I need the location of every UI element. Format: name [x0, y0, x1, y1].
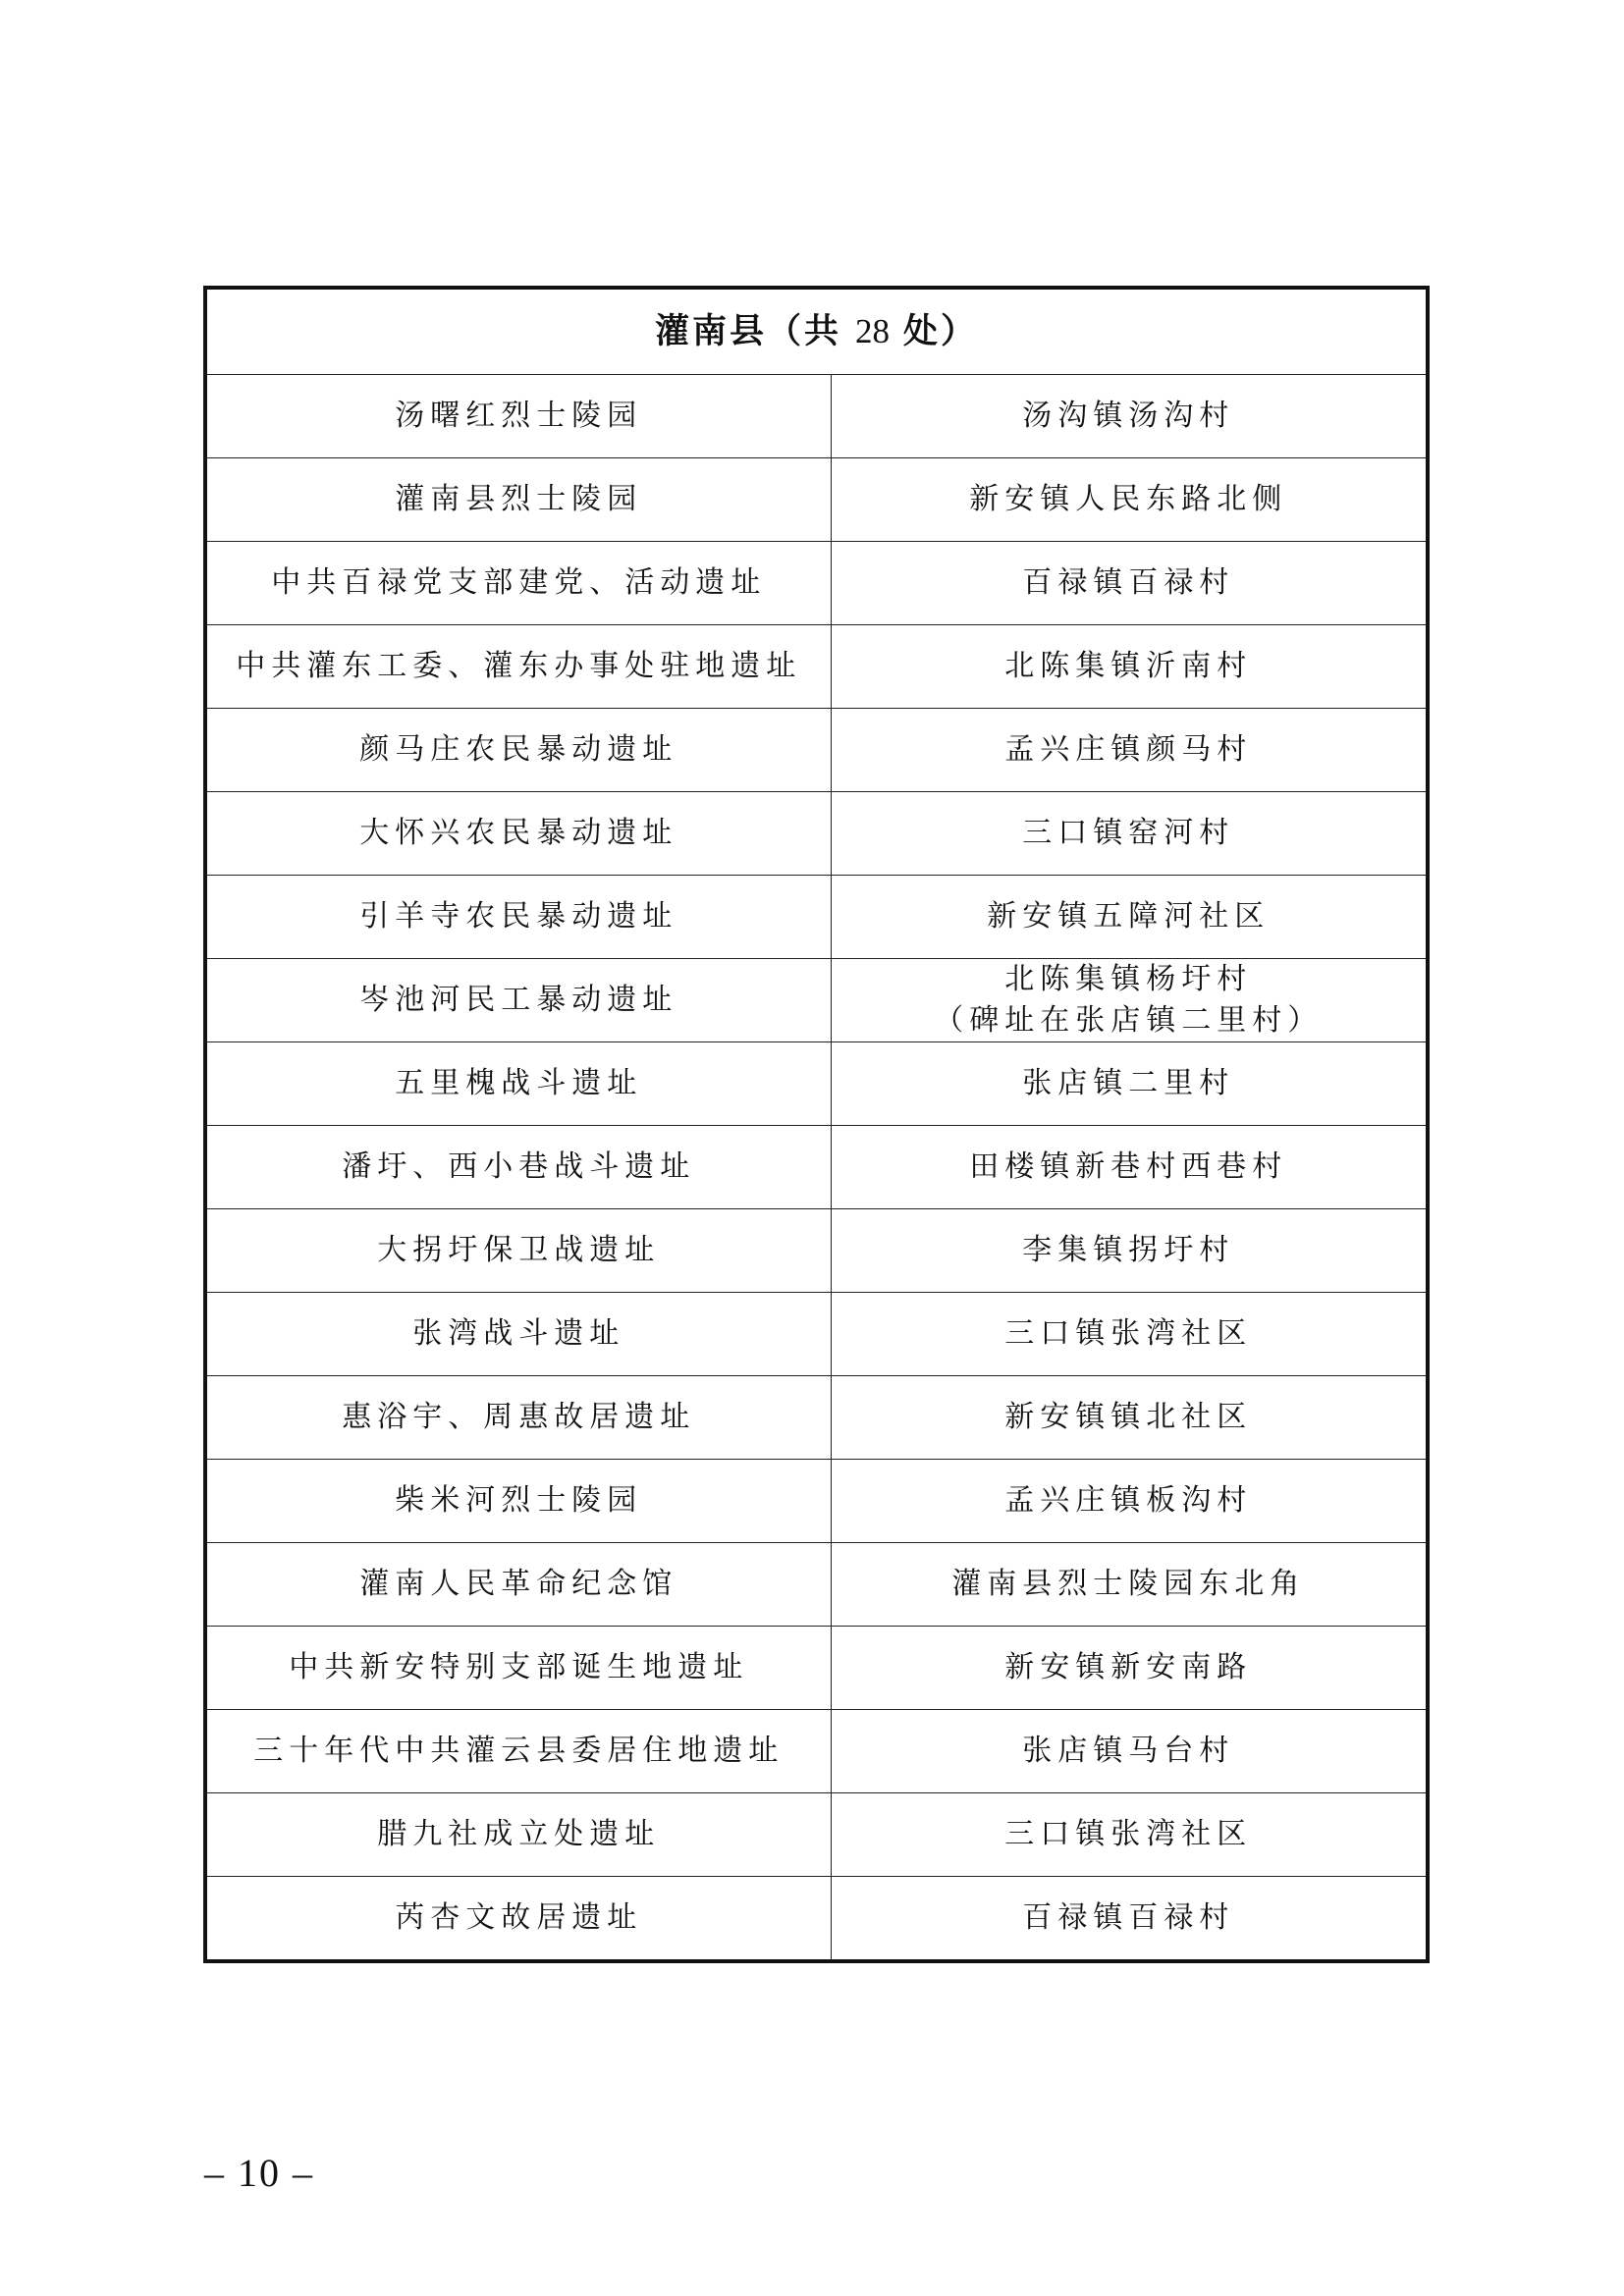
- site-location-line: 张店镇二里村: [1022, 1066, 1235, 1100]
- site-location-line: 新安镇新安南路: [1004, 1650, 1253, 1684]
- site-location-cell: [831, 1627, 1428, 1710]
- site-location-cell: [831, 1877, 1428, 1962]
- site-name-cell: 引羊寺农民暴动遗址: [205, 876, 831, 959]
- site-location-cell: [831, 625, 1428, 709]
- table-row: [205, 1293, 1428, 1376]
- site-location-line: 三口镇窑河村: [1022, 816, 1235, 850]
- table-row: [205, 1710, 1428, 1793]
- site-name-cell: 芮杏文故居遗址: [205, 1877, 831, 1962]
- table-row: [205, 1627, 1428, 1710]
- table-title-prefix: 灌南县（共: [654, 312, 841, 351]
- site-name-cell: 大拐圩保卫战遗址: [205, 1209, 831, 1293]
- site-location-line: 百禄镇百禄村: [1022, 565, 1235, 600]
- site-name-cell: 中共新安特别支部诞生地遗址: [205, 1627, 831, 1710]
- site-location-line: 张店镇马台村: [1022, 1734, 1235, 1768]
- site-location-cell: [831, 1209, 1428, 1293]
- table-row: [205, 1042, 1428, 1126]
- site-name-cell: 大怀兴农民暴动遗址: [205, 792, 831, 876]
- site-location-cell: [831, 542, 1428, 625]
- site-location-cell: [831, 1710, 1428, 1793]
- table-row: [205, 1793, 1428, 1877]
- table-title: [205, 288, 1428, 375]
- site-name-cell: 腊九社成立处遗址: [205, 1793, 831, 1877]
- site-name-cell: 中共灌东工委、灌东办事处驻地遗址: [205, 625, 831, 709]
- table-row: [205, 1460, 1428, 1543]
- site-location-line: 田楼镇新巷村西巷村: [969, 1149, 1288, 1184]
- table-row: [205, 625, 1428, 709]
- site-location-line: 孟兴庄镇颜马村: [1004, 732, 1253, 767]
- site-location-cell: [831, 1293, 1428, 1376]
- site-location-cell: [831, 1126, 1428, 1209]
- table-title-count: 28: [855, 312, 890, 350]
- page-number: – 10 –: [204, 2151, 314, 2195]
- site-name-cell: 汤曙红烈士陵园: [205, 375, 831, 458]
- site-location-cell: [831, 959, 1428, 1042]
- site-location-cell: [831, 1460, 1428, 1543]
- site-location-line: 新安镇人民东路北侧: [969, 482, 1288, 516]
- table-row: [205, 959, 1428, 1042]
- site-name-cell: 潘圩、西小巷战斗遗址: [205, 1126, 831, 1209]
- site-location-cell: [831, 1042, 1428, 1126]
- site-location-cell: [831, 876, 1428, 959]
- site-name-cell: 颜马庄农民暴动遗址: [205, 709, 831, 792]
- site-location-line: 李集镇拐圩村: [1022, 1233, 1235, 1267]
- site-location-cell: [831, 792, 1428, 876]
- table-row: [205, 1376, 1428, 1460]
- site-location-line: 灌南县烈士陵园东北角: [951, 1567, 1306, 1601]
- site-location-cell: [831, 1543, 1428, 1627]
- table-row: [205, 375, 1428, 458]
- site-location-line: 孟兴庄镇板沟村: [1004, 1483, 1253, 1518]
- site-name-cell: 柴米河烈士陵园: [205, 1460, 831, 1543]
- table-row: [205, 792, 1428, 876]
- site-location-line: 三口镇张湾社区: [1004, 1316, 1253, 1351]
- site-location-cell: [831, 1376, 1428, 1460]
- table-row: [205, 542, 1428, 625]
- table-header-row: [205, 288, 1428, 375]
- table-row: [205, 1126, 1428, 1209]
- site-location-cell: [831, 375, 1428, 458]
- site-location-line: 三口镇张湾社区: [1004, 1817, 1253, 1851]
- table-title-suffix: 处）: [903, 312, 979, 351]
- site-location-line: 汤沟镇汤沟村: [1022, 399, 1235, 433]
- table-row: [205, 709, 1428, 792]
- table-row: [205, 876, 1428, 959]
- site-name-cell: 中共百禄党支部建党、活动遗址: [205, 542, 831, 625]
- site-location-line: 新安镇镇北社区: [1004, 1400, 1253, 1434]
- table-row: [205, 1209, 1428, 1293]
- site-name-cell: 张湾战斗遗址: [205, 1293, 831, 1376]
- table-row: [205, 1877, 1428, 1962]
- table-row: [205, 458, 1428, 542]
- site-location-cell: [831, 458, 1428, 542]
- site-name-cell: 五里槐战斗遗址: [205, 1042, 831, 1126]
- site-name-cell: 灌南县烈士陵园: [205, 458, 831, 542]
- sites-table: [203, 286, 1430, 1963]
- site-location-line: （碑址在张店镇二里村）: [934, 1003, 1324, 1038]
- site-name-cell: 岑池河民工暴动遗址: [205, 959, 831, 1042]
- site-location-line: 新安镇五障河社区: [987, 899, 1271, 934]
- site-location-cell: [831, 709, 1428, 792]
- table-row: [205, 1543, 1428, 1627]
- site-location-line: 北陈集镇沂南村: [1004, 649, 1253, 683]
- site-location-line: 北陈集镇杨圩村: [1004, 962, 1253, 996]
- table-body: [205, 375, 1428, 1962]
- site-name-cell: 灌南人民革命纪念馆: [205, 1543, 831, 1627]
- site-location-cell: [831, 1793, 1428, 1877]
- site-name-cell: 惠浴宇、周惠故居遗址: [205, 1376, 831, 1460]
- site-name-cell: 三十年代中共灌云县委居住地遗址: [205, 1710, 831, 1793]
- site-location-line: 百禄镇百禄村: [1022, 1900, 1235, 1935]
